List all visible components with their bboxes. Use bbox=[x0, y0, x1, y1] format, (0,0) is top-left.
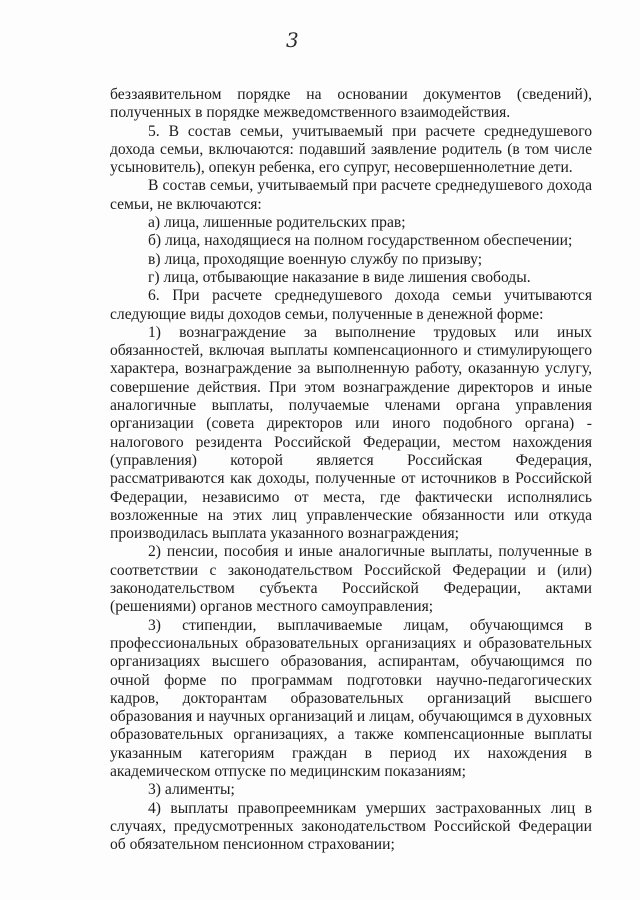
list-item: в) лица, проходящие военную службу по призыву; bbox=[148, 250, 483, 268]
paragraph: 6. При расчете среднедушевого дохода семьи учитываются следующие виды доходов семьи, полученные в денежной форме: bbox=[110, 287, 592, 323]
list-item: 2) пенсии, пособия и иные аналогичные выплаты, полученные в соответствии с законодательством Российской Федерации и (или) законодательством субъекта Российской Федерации, актами (решениями) органов местного самоуправления; bbox=[110, 543, 592, 616]
document-body bbox=[110, 86, 592, 854]
list-item: г) лица, отбывающие наказание в виде лишения свободы. bbox=[148, 268, 531, 286]
page-number: 3 bbox=[286, 28, 299, 52]
list-item: 3) алименты; bbox=[148, 781, 235, 799]
list-item: 4) выплаты правопреемникам умерших застрахованных лиц в случаях, предусмотренных законодательством Российской Федерации об обязательном пенсионном страховании; bbox=[110, 799, 592, 854]
list-item: 3) стипендии, выплачиваемые лицам, обучающимся в профессиональных образовательных организациях и образовательных организациях высшего образования, аспирантам, обучающимся по очной форме по программам подготовки научно-педагогических кадров, докторантам образовательных организаций высшего образования и научных организаций и лицам, обучающимся в духовных образовательных организациях, а также компенсационные выплаты указанным категориям граждан в период их нахождения в академическом отпуске по медицинским показаниям; bbox=[110, 616, 592, 780]
list-item: б) лица, находящиеся на полном государственном обеспечении; bbox=[148, 232, 573, 250]
list-item: 1) вознаграждение за выполнение трудовых или иных обязанностей, включая выплаты компенсационного и стимулирующего характера, вознаграждение за выполненную работу, оказанную услугу, совершение действия. При этом вознаграждение директоров и иные аналогичные выплаты, получаемые членами органа управления организации (совета директоров или иного подобного органа) - налогового резидента Российской Федерации, местом нахождения (управления) которой является Российская Федерация, рассматриваются как доходы, полученные от источников в Российской Федерации, независимо от места, где фактически исполнялись возложенные на этих лиц управленческие обязанности или откуда производилась выплата указанного вознаграждения; bbox=[110, 323, 592, 543]
list-item: а) лица, лишенные родительских прав; bbox=[148, 214, 406, 232]
paragraph: 5. В состав семьи, учитываемый при расчете среднедушевого дохода семьи, включаются: подавший заявление родитель (в том числе усыновитель), опекун ребенка, его супруг, несовершеннолетние дети. bbox=[110, 122, 592, 177]
paragraph: В состав семьи, учитываемый при расчете среднедушевого дохода семьи, не включаются: bbox=[110, 177, 592, 213]
paragraph: беззаявительном порядке на основании документов (сведений), полученных в порядке межведомственного взаимодействия. bbox=[110, 86, 592, 122]
